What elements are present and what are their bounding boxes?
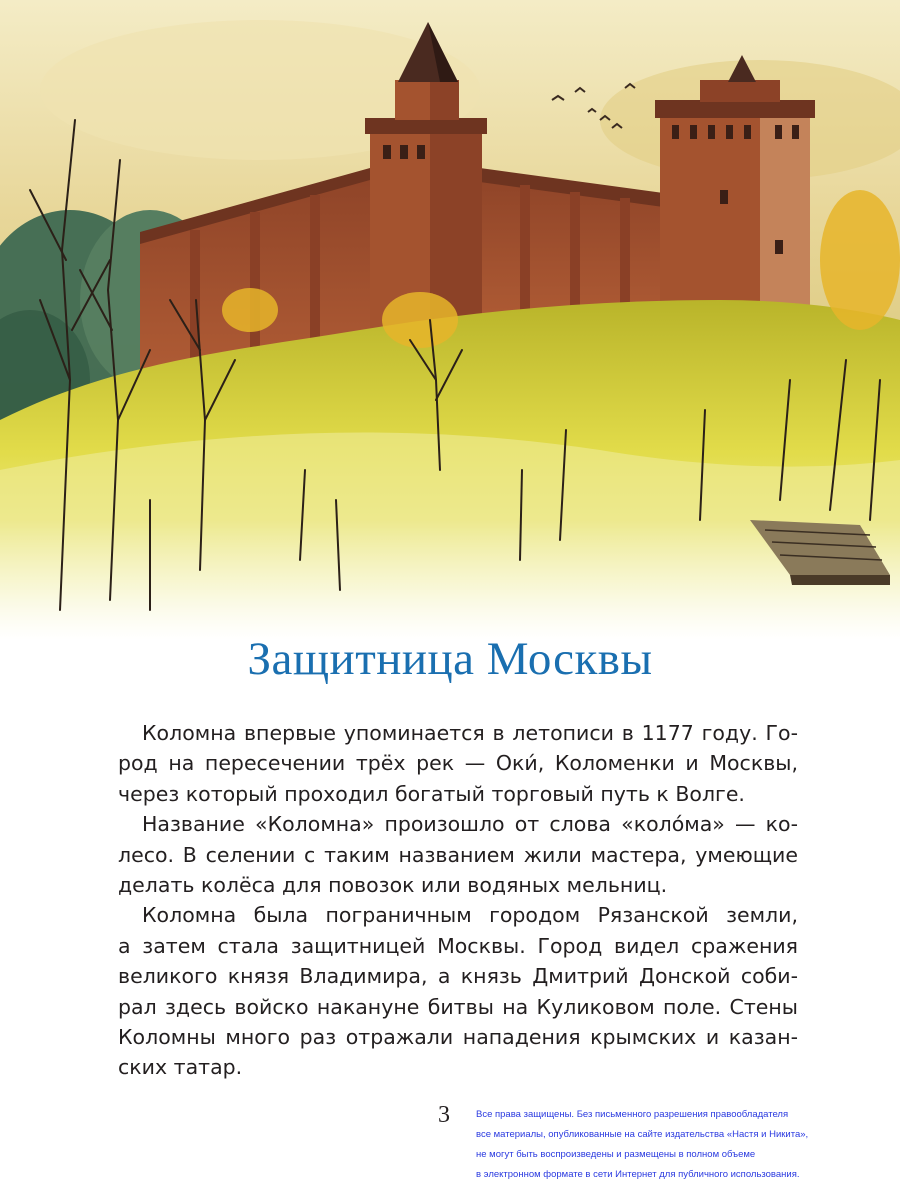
- text-line: Коломны много раз отражали нападения крымских и казан-: [118, 1025, 798, 1050]
- copyright-line: не могут быть воспроизведены и размещены в полном объеме: [476, 1149, 756, 1160]
- text-line: лесо. В селении с таким названием жили мастера, умеющие: [118, 842, 798, 867]
- copyright-line: все материалы, опубликованные на сайте издательства «Настя и Никита»,: [476, 1129, 809, 1140]
- text-line: делать колёса для повозок или водяных мельниц.: [118, 873, 668, 898]
- text-line: род на пересечении трёх рек — Оки́, Коломенки и Москвы,: [118, 751, 798, 776]
- text-line: Название «Коломна» произошло от слова «коло́ма» — ко-: [142, 812, 798, 837]
- copyright-notice: [476, 1105, 886, 1185]
- text-line: рал здесь войско накануне битвы на Куликовом поле. Стены: [118, 994, 798, 1019]
- paragraph-2: [118, 809, 798, 900]
- text-line: великого князя Владимира, а князь Дмитрий Донской соби-: [118, 964, 798, 989]
- text-line: а затем стала защитницей Москвы. Город видел сражения: [118, 933, 798, 958]
- copyright-line: в электронном формате в сети Интернет для публичного использования.: [476, 1169, 800, 1180]
- article-body: [118, 718, 798, 1083]
- paragraph-3: [118, 900, 798, 1082]
- text-line: Коломна впервые упоминается в летописи в 1177 году. Го-: [142, 721, 798, 745]
- text-line: Коломна была пограничным городом Рязанской земли,: [142, 903, 798, 928]
- text-line: через который проходил богатый торговый путь к Волге.: [118, 781, 745, 806]
- paragraph-1: [118, 718, 798, 809]
- page-title: Защитница Москвы: [247, 633, 653, 685]
- copyright-line: Все права защищены. Без письменного разрешения правообладателя: [476, 1109, 789, 1120]
- page-number: 3: [438, 1102, 450, 1128]
- text-line: ских татар.: [118, 1055, 243, 1080]
